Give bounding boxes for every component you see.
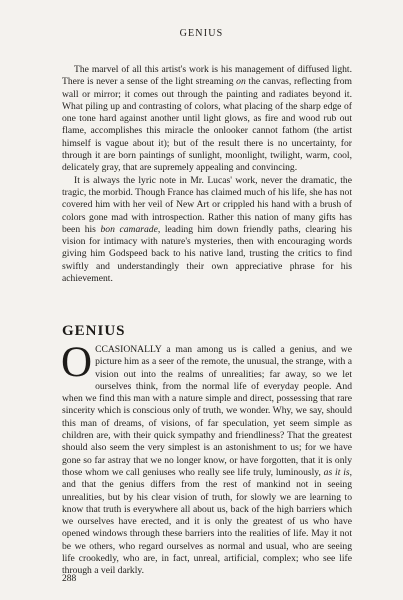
paragraph-diffused-light [62, 64, 352, 175]
paragraph-text: The marvel of all this artist's work is his management of diffused light. There is never a sense of the light streaming [62, 64, 352, 88]
genius-essay [61, 339, 352, 578]
paragraph-text: , and that the genius differs from the rest of mankind not in seeing unrealities, but by his clear vision of truth, for slowly we are learning to know that truth is everywhere all about us, back of the high barriers which we ourselves have erected, and it is only the greatest of us who have opened windows through these barriers into the realities of life. May it not be we others, who regard ourselves as normal and usual, who are seeing life crookedly, who are, in fact, unreal, artificial, complex; who see life through a veil darkly. [62, 466, 352, 577]
paragraph-lyric-note [62, 175, 352, 286]
running-head: GENIUS [179, 28, 224, 39]
paragraph-text: the canvas, reflecting from wall or mirror; it comes out through the painting and radiates beyond it. What piling up and contrasting of colors, what placing of the sharp edge of one tone hard against another until light glows, as fire and wood rub out flame, accomplishes this miracle the onlooker cannot fathom (the artist himself is vague about it); but of the result there is no uncertainty, for through it are born paintings of sunlight, moonlight, twilight, warm, cool, delicately gray, that are supremely appealing and convincing. [62, 76, 352, 174]
paragraph-text: It is always the lyric note in Mr. Lucas' work, never the dramatic, the tragic, the morbid. Though France has claimed much of his life, she has not covered him with her veil of New Art or crippled his hand with a brush of colors gone mad with introspection. Rather this nation of many gifts has been his [62, 174, 352, 235]
paragraph-text: CCASIONALLY a man among us is called a genius, and we picture him as a seer of the remote, the unusual, the strange, with a vision out into the realms of unrealities; far away, so we let ourselves think, from the normal life of everyday people. And when we find this man with a nature simple and direct, possessing that rare sincerity which is conscious only of truth, we wonder. Why, we say, should this man of dreams, of visions, of far speculation, yet seem simple as children are, with their quick sympathy and friendliness? That the greatest should also seem the very simplest is an astonishment to us; for we have gone so far astray that we no longer know, or have forgotten, that it is only those whom we call geniuses who really see life truly, luminously, [62, 344, 352, 478]
continued-text [62, 64, 352, 285]
italic-text: as it is [323, 466, 350, 478]
page-number: 288 [62, 574, 77, 584]
paragraph-genius [61, 339, 352, 578]
italic-text: on [236, 76, 246, 88]
paragraph-text: , leading him down friendly paths, clearing his vision for intimacy with nature's mysteries, then with encouraging words giving him Godspeed back to his native land, trusting the critics to find swiftly and understandingly their own appreciative phrase for his achievement. [62, 223, 353, 285]
section-heading: GENIUS [62, 323, 126, 339]
italic-text: bon camarade [100, 223, 158, 235]
drop-cap: O [61, 339, 93, 386]
